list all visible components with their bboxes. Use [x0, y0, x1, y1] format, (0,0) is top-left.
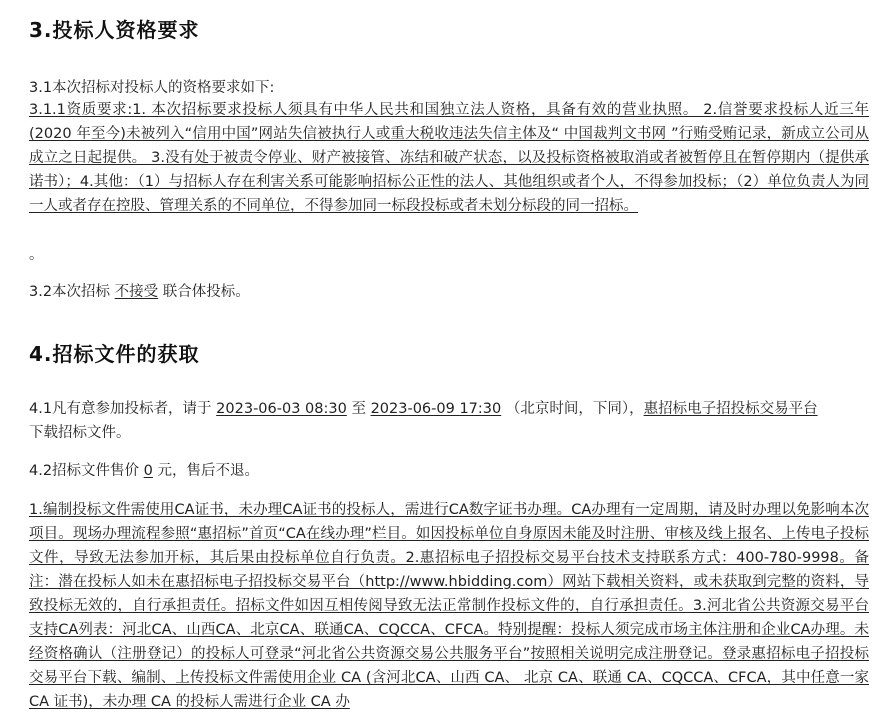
end-time: 2023-06-09 17:30	[370, 401, 502, 417]
acquisition-prefix: 4.1凡有意参加投标者，请于	[29, 401, 212, 417]
section-heading-acquisition: 4.招标文件的获取	[29, 342, 200, 366]
consortium-value: 不接受	[114, 284, 159, 300]
ca-notice-paragraph: 1.编制投标文件需使用CA证书，未办理CA证书的投标人，需进行CA数字证书办理。CA办理有一定周期，请及时办理以免影响本次项目。现场办理流程参照“惠招标”首页“CA在线办理”栏目。如因投标单位自身原因未能及时注册、审核及线上报名、上传电子投标文件，导致无法参加开标，其后果由投标单位自行负责。2.惠招标电子招投标交易平台技术支持联系方式：400-780-9998。备注：潜在投标人如未在惠招标电子招投标交易平台（http://www.hbidding.com）网站下载相关资料，或未获取到完整的资料，导致投标无效的，自行承担责任。招标文件如因互相传阅导致无法正常制作投标文件的，自行承担责任。3.河北省公共资源交易平台支持CA列表：河北CA、山西CA、北京CA、联通CA、CQCCA、CFCA。特别提醒：投标人须完成市场主体注册和企业CA办理。未经资格确认（注册登记）的投标人可登录“河北省公共资源交易公共服务平台”按照相关说明完成注册登记。登录惠招标电子招投标交易平台下载、编制、上传投标文件需使用企业 CA (含河北CA、山西 CA、 北京 CA、联通 CA、CQCCA、CFCA，其中任意一家 CA 证书)，未办理 CA 的投标人需进行企业 CA 办	[29, 502, 869, 710]
acquisition-paragraph	[29, 397, 869, 445]
qualification-requirements: 3.1.1资质要求:1. 本次招标要求投标人须具有中华人民共和国独立法人资格，具备有效的营业执照。 2.信誉要求投标人近三年(2020 年至今)未被列入“信用中国”网站失信被执行人或重大税收违法失信主体及“ 中国裁判文书网 ”行贿受贿记录，新成立公司从成立之日起提供。 3.没有处于被责令停业、财产被接管、冻结和破产状态，以及投标资格被取消或者被暂停且在暂停期内（提供承诺书）；4.其他：（1）与招标人存在利害关系可能影响招标公正性的法人、其他组织或者个人，不得参加投标；（2）单位负责人为同一人或者存在控股、管理关系的不同单位，不得参加同一标段投标或者未划分标段的同一招标。	[29, 102, 869, 214]
qualification-intro: 3.1本次招标对投标人的资格要求如下:	[29, 80, 275, 96]
section-heading-qualification: 3.投标人资格要求	[29, 18, 200, 42]
consortium-prefix: 3.2本次招标	[29, 284, 111, 300]
price-prefix: 4.2招标文件售价	[29, 463, 140, 479]
to-word: 至	[351, 401, 366, 417]
price-suffix: 元，售后不退。	[157, 463, 260, 479]
acquisition-middle: （北京时间，下同），	[505, 401, 644, 417]
price-line	[29, 459, 259, 483]
consortium-suffix: 联合体投标。	[162, 284, 250, 300]
start-time: 2023-06-03 08:30	[216, 401, 347, 417]
trailing-period: 。	[29, 247, 44, 263]
platform-link[interactable]: 惠招标电子招投标交易平台	[643, 401, 818, 417]
price-value: 0	[143, 463, 153, 479]
acquisition-suffix: 下载招标文件。	[29, 425, 131, 441]
consortium-line	[29, 280, 250, 304]
